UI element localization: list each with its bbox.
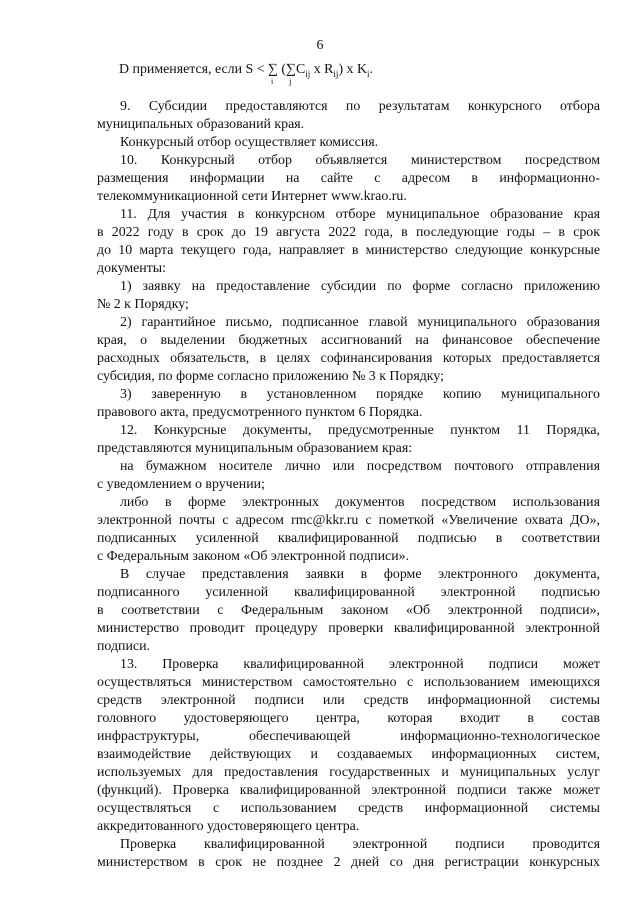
- formula-c-sub: ij: [305, 68, 311, 79]
- text-line: подписи.: [97, 639, 150, 654]
- text-line: с Федеральным законом «Об электронной подписи».: [97, 549, 410, 564]
- text-line: головного удостоверяющего центра, которая входит в состав: [97, 711, 600, 726]
- text-line: муниципальных образований края.: [97, 117, 305, 132]
- text-line: документы:: [97, 261, 166, 276]
- text-line: размещения информации на сайте с адресом в информационно-: [97, 171, 600, 186]
- text-line: Конкурсный отбор осуществляет комиссия.: [120, 135, 379, 150]
- text-line: № 2 к Порядку;: [97, 297, 189, 312]
- page-number: 6: [316, 38, 324, 53]
- text-line: 10. Конкурсный отбор объявляется министерством посредством: [120, 153, 600, 168]
- text-line: в соответствии с Федеральным законом «Об электронной подписи»,: [97, 603, 600, 618]
- text-line: субсидия, по форме согласно приложению № 3 к Порядку;: [97, 369, 444, 384]
- sum-sign: ∑: [268, 62, 278, 77]
- text-line: аккредитованного удостоверяющего центра.: [97, 819, 360, 834]
- text-line: 1) заявку на предоставление субсидии по форме согласно приложению: [120, 279, 600, 294]
- text-line: министерством в срок не позднее 2 дней со дня регистрации конкурсных: [97, 855, 600, 870]
- text-line: Проверка квалифицированной электронной подписи проводится: [120, 837, 600, 852]
- formula-r-sub: ij: [333, 68, 339, 79]
- text-line: в 2022 году в срок до 19 августа 2022 года, в последующие годы – в срок: [97, 225, 600, 240]
- text-line: на бумажном носителе лично или посредством почтового отправления: [120, 459, 600, 474]
- formula-close-k: ) x K: [338, 62, 367, 77]
- text-line: взаимодействие действующих и создаваемых информационных систем,: [97, 747, 600, 762]
- text-line: подписанного усиленной квалифицированной электронной подписью: [97, 585, 600, 600]
- sum-index-outer: i: [271, 77, 274, 86]
- text-line: телекоммуникационной сети Интернет www.krao.ru.: [97, 189, 407, 204]
- text-line: (функций). Проверка квалифицированной электронной подписи также может: [97, 783, 600, 798]
- text-line: представляются муниципальным образованием края:: [97, 441, 413, 456]
- text-line: подписанных усиленной квалифицированной подписью в соответствии: [97, 531, 600, 546]
- text-line: до 10 марта текущего года, направляет в министерство следующие конкурсные: [97, 243, 600, 258]
- formula-end: .: [369, 62, 373, 77]
- text-line: 12. Конкурсные документы, предусмотренные пунктом 11 Порядка,: [120, 423, 600, 438]
- formula-line: [119, 62, 373, 86]
- text-line: осуществляться министерством самостоятельно с использованием имеющихся: [97, 675, 600, 690]
- text-line: расходных обязательств, в целях софинансирования которых предоставляется: [97, 351, 600, 366]
- text-line: средств электронной подписи или средств информационной системы: [97, 693, 600, 708]
- text-line: используемых для предоставления государственных и муниципальных услуг: [97, 765, 600, 780]
- text-line: либо в форме электронных документов посредством использования: [120, 495, 600, 510]
- text-line: с уведомлением о вручении;: [97, 477, 265, 492]
- formula-times-r: x R: [313, 62, 334, 77]
- sum-index-inner: j: [289, 77, 292, 86]
- text-line: 3) заверенную в установленном порядке копию муниципального: [120, 387, 600, 402]
- text-line: инфраструктуры, обеспечивающей информационно-технологическое: [97, 729, 600, 744]
- text-line: осуществляться с использованием средств информационной системы: [97, 801, 600, 816]
- text-line: министерство проводит процедуру проверки квалифицированной электронной: [97, 621, 600, 636]
- sum-outer: [268, 62, 278, 86]
- text-line: В случае представления заявки в форме электронного документа,: [120, 567, 600, 582]
- text-line: 2) гарантийное письмо, подписанное главой муниципального образования: [120, 315, 600, 330]
- formula-lead: D применяется, если S <: [119, 62, 265, 77]
- text-line: края, о выделении бюджетных ассигнований на финансовое обеспечение: [97, 333, 600, 348]
- text-line: 11. Для участия в конкурсном отборе муниципальное образование края: [120, 207, 600, 222]
- text-line: 9. Субсидии предоставляются по результатам конкурсного отбора: [120, 99, 600, 114]
- formula-c: C: [295, 62, 306, 77]
- text-line: электронной почты с адресом rmc@kkr.ru с пометкой «Увеличение охвата ДО»,: [97, 513, 600, 528]
- formula-open-paren: (: [281, 62, 287, 77]
- text-line: правового акта, предусмотренного пунктом 6 Порядка.: [97, 405, 423, 420]
- text-line: 13. Проверка квалифицированной электронной подписи может: [120, 657, 600, 672]
- sum-inner: [286, 62, 296, 86]
- sum-sign-inner: ∑: [286, 62, 296, 77]
- formula-k-sub: i: [367, 68, 370, 79]
